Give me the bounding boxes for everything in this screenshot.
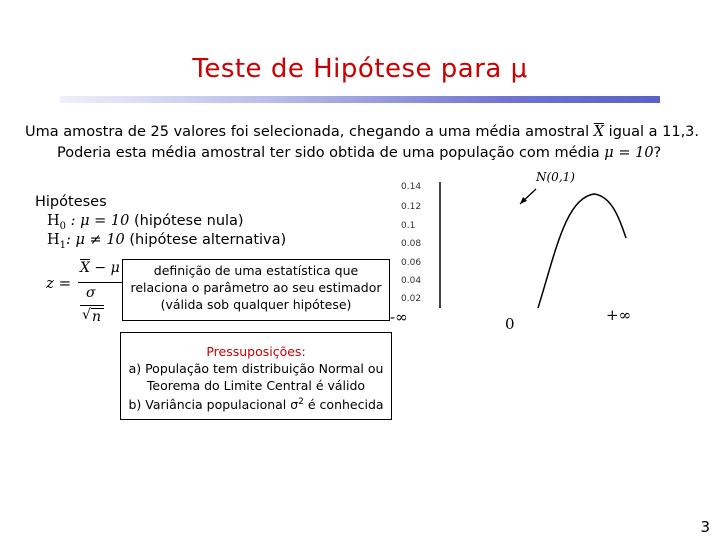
y-tick-label: 0.14 xyxy=(401,182,422,192)
sqrt-symbol: √ xyxy=(82,307,91,323)
fraction-bar-inner xyxy=(80,305,104,306)
x-label-plus-infinity: +∞ xyxy=(606,306,632,324)
x-label-zero: 0 xyxy=(505,315,515,333)
definition-line-1: definição de uma estatística que xyxy=(153,263,359,278)
h1-label: $H_1$: μ ≠ 10 xyxy=(47,232,125,251)
fraction-bar xyxy=(78,282,124,283)
definition-line-2: relaciona o parâmetro ao seu estimador xyxy=(130,280,382,295)
z-formula-lhs: z = xyxy=(46,274,72,292)
y-tick-label: 0.08 xyxy=(401,239,422,249)
y-tick-label: 0.12 xyxy=(401,202,422,212)
h1-description: (hipótese alternativa) xyxy=(129,232,287,248)
x-label-minus-infinity: -∞ xyxy=(390,308,408,326)
distribution-legend: N(0,1) xyxy=(536,170,575,184)
z-formula-n: n xyxy=(92,309,102,325)
y-tick-label: 0.02 xyxy=(401,294,422,304)
y-tick-label: 0.06 xyxy=(401,258,422,268)
intro-line-1-text: Uma amostra de 25 valores foi selecionada, chegando a uma média amostral xyxy=(25,124,590,140)
z-formula-numerator: $\overline{X} - \mu$ xyxy=(80,260,120,276)
alternative-hypothesis xyxy=(47,232,286,251)
normal-curve-svg xyxy=(388,180,628,310)
assumptions-heading: Pressuposições: xyxy=(206,344,306,359)
intro-line-2-text: Poderia esta média amostral ter sido obtida de uma população com média xyxy=(57,145,600,161)
intro-line-2 xyxy=(57,145,661,161)
population-mean-math: μ = 10 xyxy=(604,145,654,161)
intro-line-2-end: ? xyxy=(653,145,662,161)
assumption-b: b) Variância populacional $\sigma^2$ é conhecida xyxy=(128,397,384,413)
h0-label: $H_0$ : μ = 10 xyxy=(47,213,130,232)
sample-mean-symbol: $\overline{X}$ xyxy=(593,124,605,140)
z-formula-sigma: σ xyxy=(86,285,96,301)
assumption-a: a) População tem distribuição Normal ou xyxy=(128,361,384,376)
assumption-a-continued: Teorema do Limite Central é válido xyxy=(146,378,366,393)
h0-description: (hipótese nula) xyxy=(134,213,244,229)
intro-line-1 xyxy=(25,124,699,140)
definition-box xyxy=(122,259,390,321)
assumptions-box xyxy=(120,332,392,420)
hypotheses-heading: Hipóteses xyxy=(35,194,107,210)
y-tick-label: 0.1 xyxy=(401,221,416,231)
normal-distribution-plot xyxy=(388,170,628,310)
z-formula xyxy=(46,258,126,328)
y-tick-label: 0.04 xyxy=(401,276,422,286)
definition-line-3: (válida sob qualquer hipótese) xyxy=(160,297,352,312)
null-hypothesis xyxy=(47,213,244,232)
intro-line-1-end: igual a 11,3. xyxy=(608,124,700,140)
normal-curve-path xyxy=(538,194,626,308)
slide-title: Teste de Hipótese para μ xyxy=(192,54,528,84)
page-number: 3 xyxy=(700,518,710,536)
title-underline-bar xyxy=(60,96,660,103)
